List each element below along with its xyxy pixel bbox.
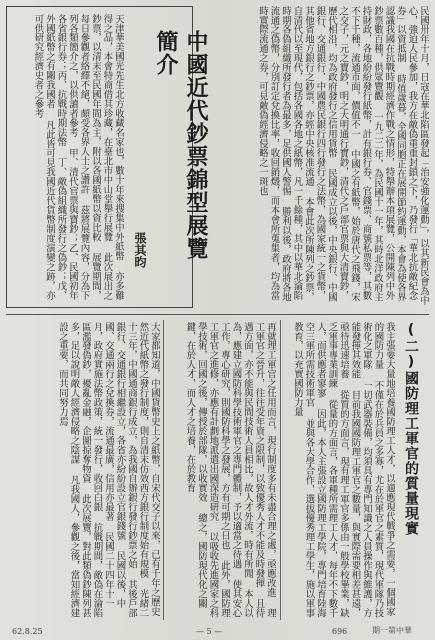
box-article-col: 天津華美國光先生北方收藏名家也，數十年來搜集中外紙幣 [113, 14, 124, 261]
bottom-right-col: 此外，國防理工軍官之進修，亦應有計劃地派遣出國深造研究 [207, 322, 230, 618]
right-article-body [283, 322, 395, 622]
bottom-left-col: 光緒二十三年，中國通商銀行成立，為我國自辦銀行發行鈔票之始 [126, 322, 149, 618]
bottom-right-col: 本人以為，應建立國防科學技術軍官之專門體制，予以適當之待遇 [230, 322, 253, 618]
right-article-title: (二)國防理工軍官的質量現實 [403, 322, 419, 536]
box-article-title: 中國近代鈔票錦型展覽簡介 [153, 30, 208, 260]
bottom-right-col: 以吸收先進國家之科學技術，回國之後，傳授於部隊，以收實效 [196, 322, 219, 618]
top-article-col: 本會此次所陳列之鈔票，自清代以至現代，包括各國各地之紙幣，凡一千餘種，其中以華北淪陷時期各偽組織所發行者為最多，足供國人警惕 [280, 6, 314, 302]
footer-date: 62.8.25 [12, 627, 43, 636]
right-article-col: 並與各大學合作，選拔優秀理工學生，施以軍事教育，以充實國防力量 [292, 322, 315, 618]
right-article-col: 不僅在於兵員之多寡，尤在於軍官之素質，現代軍隊乃技術化之軍隊 [361, 322, 384, 618]
mid-divider [6, 314, 429, 315]
box-article-body [12, 14, 124, 302]
bottom-right-col: 使其安心工作，專心研究，則國防科學之發展，方有可期之日也 [219, 322, 242, 618]
right-article-col: 從質的方面言，現有理工軍官多係由一般學校畢業，缺乏軍事專業訓練 [326, 322, 349, 618]
box-article-col: 甲、清代官票與寶鈔；乙、民國初年各省銀行券；丙、抗戰時期法幣 [55, 14, 78, 301]
right-article-col: 從量的方面言，各軍種所需理工人才，每年不下數千人，而供應者寥寥 [315, 322, 338, 618]
box-article-col: 展覽期間，每日參觀者絡繹不絕，頗受各界人士之讚許 [78, 14, 101, 301]
bottom-left-article [8, 322, 160, 622]
top-article-col: 時值歲暮，全國同胞正在展開節約運動，本會為使各界認識我國在抗戰時期經濟作戰之情形，特舉辦本項展覽，公開陳列中外鈔票數百種，供眾覽觀 [372, 6, 406, 302]
bottom-right-col: 總之，國防現代化之關鍵，在於人才，而人才之培養，在於教育 [184, 322, 207, 609]
box-article-col: 丁、敵偽組織所發行之偽鈔；戊、外國紙幣之有關我國者 [44, 14, 67, 301]
right-article-col: 目前我國國防理工軍官之數量，與實際需要相差甚遠，亟待迅速培養 [338, 322, 361, 618]
bottom-left-col: 然近代紙幣之發行制度，則自清末仿效西方銀行制度始有規模 [137, 322, 149, 579]
box-article-author: 張其昀 [133, 232, 147, 268]
right-article-col: 一切武器裝備，均須具有專門知識之人員操作與維護，方能發揮其效能 [349, 322, 372, 618]
bottom-right-article [168, 322, 276, 622]
top-article-col: 一九二二年，為民國十一年，其時北洋政府主持財政，各地紛紛發行紙幣，計有銀行券、官錢票、商號私票等，其數不下千種，流通市面，價值不一 [349, 6, 383, 302]
bottom-right-col: 且待遇方面，亦不能與民間技術人員相比，故人才外流，時有所聞 [242, 322, 265, 618]
top-article [193, 6, 429, 306]
box-article-col: 亦多難得之品，本會特商借其珍藏，在臺北市中山堂舉行展覽 [101, 14, 124, 301]
bottom-left-col: 凡我國人，參觀之後，當知經濟建設之重要，而共同努力焉 [57, 322, 80, 618]
footer-code: 696 [332, 627, 348, 636]
bottom-right-col: 再就理工軍官之任用而言，現行制度多有未盡合理之處，亟應改進 [265, 322, 276, 598]
bottom-left-col: 抗戰期間，敵偽在淪陷區濫發偽鈔，擾亂金融，企圖掠奪物資 [80, 322, 103, 618]
right-article-col: 因此，本人主張設立國防理工學院，專門培育陸海空三軍所需技術軍官 [303, 322, 326, 618]
bottom-left-col: 民國二十四年十一月，政府實施法幣政策，統一發行，收回白銀 [91, 322, 114, 609]
footer-page-number: — 5 — [196, 627, 223, 636]
top-article-col: 中國之有紙幣，始於唐代之飛錢，宋之交子，元之寶鈔，明之大明通行寶鈔，清代之戶部官票與大清寶鈔，歷代相沿，均為政府發行之信用貨幣 [326, 6, 360, 302]
box-article-col: 凡此皆可見我國近代貨幣制度演變之跡，亦可供研究經濟史者之參考 [32, 14, 55, 301]
box-article-col: 此次展出之鈔票，以清末至民國年間為主，附以各國紙幣以資比較 [90, 14, 113, 301]
bottom-left-col: 民國以後，中國、交通兩行之兌換券，流通最廣，信用亦最著 [103, 322, 126, 609]
bottom-right-col: 理工軍官之晉升，往往受年資之限制，以致優秀人才不能及時發揮 [253, 322, 276, 618]
bottom-left-col: 其後戶部銀行、交通銀行相繼設立，各省亦紛紛設立官銀錢號 [114, 322, 137, 618]
box-article-col: 茲將展覽內容，分為下列各類簡介之，以供讀者參考 [67, 14, 90, 301]
top-article-col: 民國卅年十月，日寇在華北陷區發起「治安強化運動」，以其新民會為中心，強迫人民參加，我方在敵偽重重封鎖之下，乃發行「華北抗敵紀念券」以資抵制 [395, 6, 429, 305]
column-divider [163, 320, 164, 620]
bottom-left-col: 大家都知道，中國貨幣史上之紙幣，自宋代交子以來，已有千年之歷史 [149, 322, 160, 617]
top-article-col: 民國成立以後，中央銀行、中國銀行、交通銀行、中國農民銀行四行發行之法幣，為國家統一之貨幣，其他省地方銀行之鈔票，亦經中央核准流通 [303, 6, 337, 302]
bottom-left-col: 此次展覽，對此類偽鈔陳列甚多，足以說明敵人經濟侵略之陰謀 [68, 322, 91, 618]
footer-issue: 期一第中華 [372, 626, 412, 635]
right-article-col: 我主張要大量地培養國防理工人才，以適應現代戰爭之需要，一個國家的國防力量 [372, 322, 395, 617]
column-divider [280, 320, 281, 620]
top-article-col: 勝利以後，政府將各地流通之偽幣，分別訂定兌換比率，收回銷燬，而本會所蒐集者，均為當時實際流通之券，可見敵偽經濟侵略之一斑也 [257, 6, 291, 302]
